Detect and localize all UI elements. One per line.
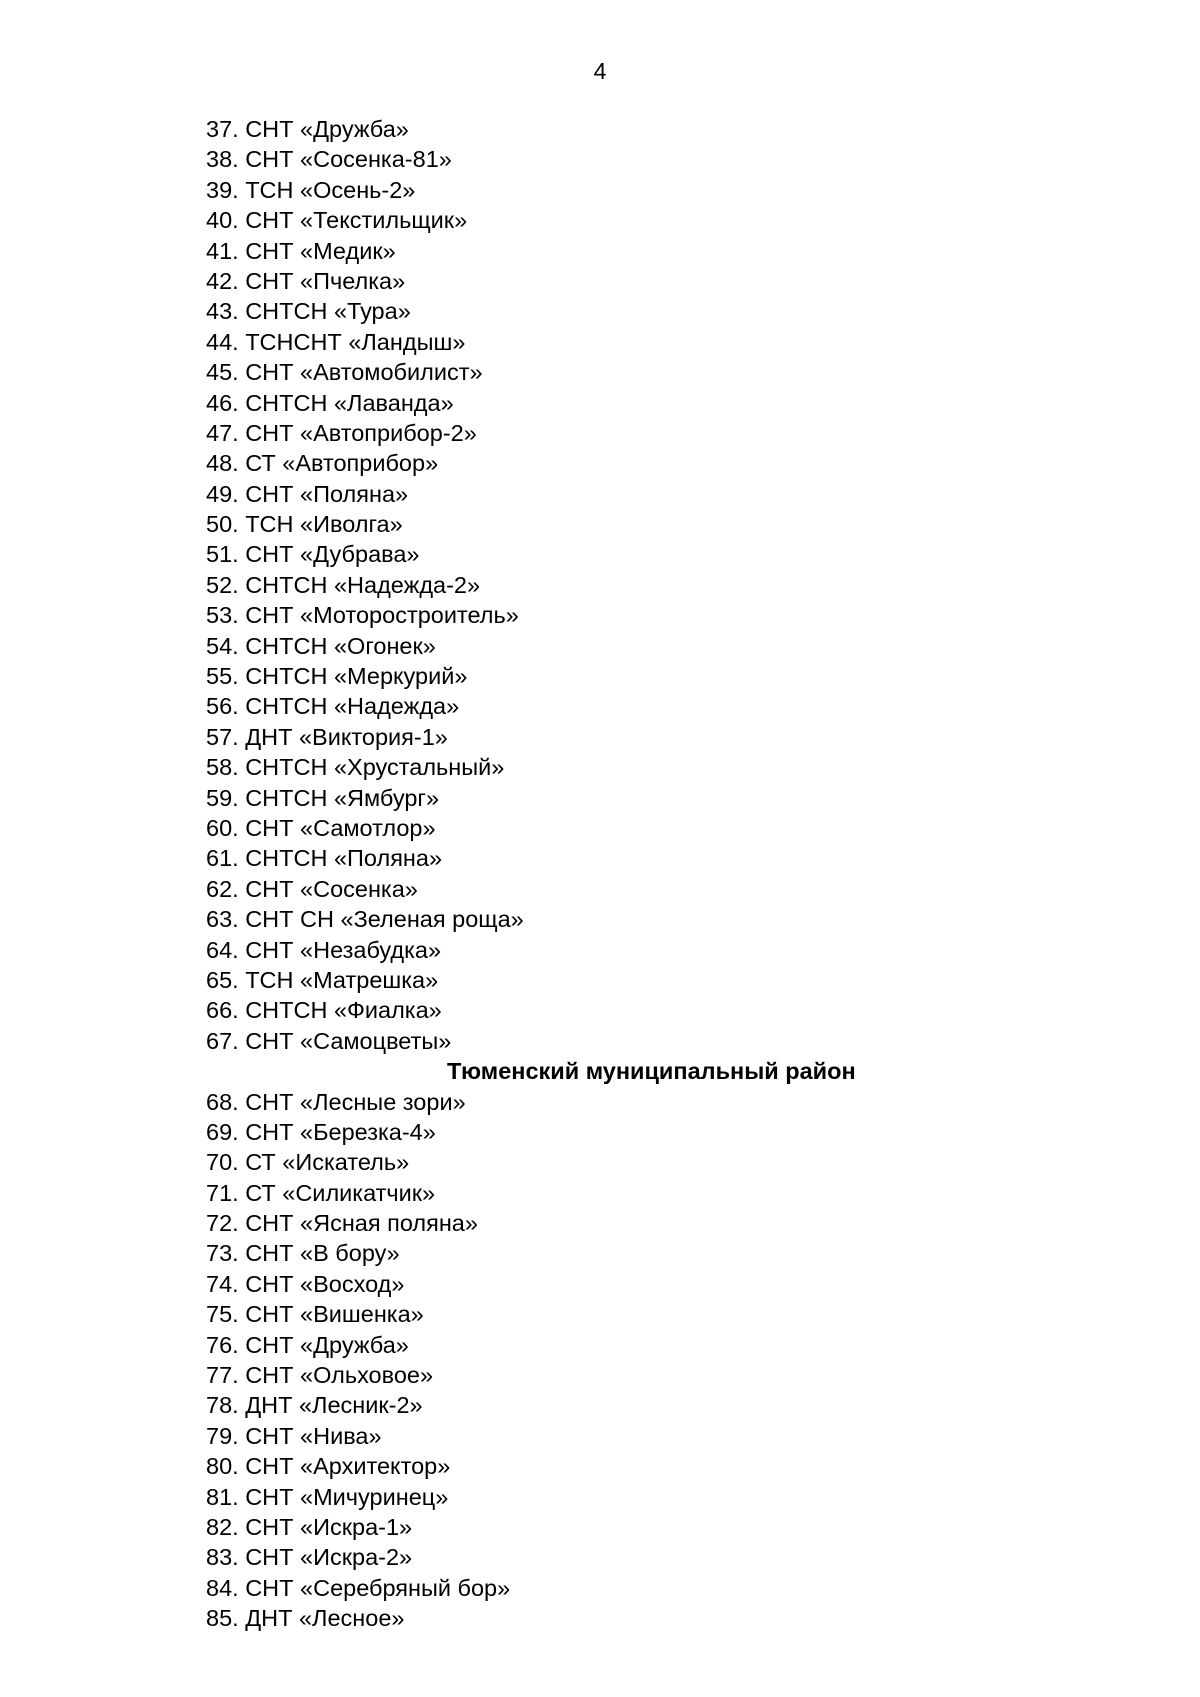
list-item: 63. СНТ СН «Зеленая роща» <box>206 906 524 933</box>
list-item: 85. ДНТ «Лесное» <box>206 1605 405 1632</box>
list-item: 72. СНТ «Ясная поляна» <box>206 1210 478 1237</box>
list-item: 79. СНТ «Нива» <box>206 1422 382 1449</box>
list-item: 69. СНТ «Березка-4» <box>206 1118 436 1145</box>
list-item: 60. СНТ «Самотлор» <box>206 814 436 841</box>
list-item: 75. СНТ «Вишенка» <box>206 1301 424 1328</box>
list-item: 84. СНТ «Серебряный бор» <box>206 1574 511 1601</box>
list-item: 50. ТСН «Иволга» <box>206 511 403 538</box>
list-item: 37. СНТ «Дружба» <box>206 116 409 142</box>
organization-list <box>206 114 1006 1634</box>
list-item: 65. ТСН «Матрешка» <box>206 966 439 993</box>
list-item: 57. ДНТ «Виктория-1» <box>206 723 448 750</box>
list-item: 64. СНТ «Незабудка» <box>206 936 442 963</box>
list-item: 38. СНТ «Сосенка-81» <box>206 146 452 173</box>
list-item: 83. СНТ «Искра-2» <box>206 1544 413 1571</box>
list-item: 39. ТСН «Осень-2» <box>206 176 416 203</box>
list-item: 44. ТСНСНТ «Ландыш» <box>206 328 466 355</box>
list-item: 68. СНТ «Лесные зори» <box>206 1088 466 1115</box>
list-item: 61. СНТСН «Поляна» <box>206 845 443 872</box>
list-item: 78. ДНТ «Лесник-2» <box>206 1392 423 1419</box>
list-item: 66. СНТСН «Фиалка» <box>206 997 442 1024</box>
list-item: 48. СТ «Автоприбор» <box>206 450 439 477</box>
list-item: 46. СНТСН «Лаванда» <box>206 389 454 416</box>
list-item: 53. СНТ «Моторостроитель» <box>206 602 519 629</box>
list-item: 45. СНТ «Автомобилист» <box>206 359 483 386</box>
list-item: 77. СНТ «Ольховое» <box>206 1362 434 1389</box>
list-item: 70. СТ «Искатель» <box>206 1149 410 1176</box>
list-item: 67. СНТ «Самоцветы» <box>206 1027 452 1054</box>
list-item: 56. СНТСН «Надежда» <box>206 693 460 720</box>
list-item: 58. СНТСН «Хрустальный» <box>206 754 505 781</box>
list-item: 40. СНТ «Текстильщик» <box>206 207 468 234</box>
list-item: 59. СНТСН «Ямбург» <box>206 784 440 811</box>
list-item: 55. СНТСН «Меркурий» <box>206 663 468 690</box>
list-item: 82. СНТ «Искра-1» <box>206 1513 413 1540</box>
list-item: 41. СНТ «Медик» <box>206 237 396 264</box>
list-item: 47. СНТ «Автоприбор-2» <box>206 419 477 446</box>
list-item: 73. СНТ «В бору» <box>206 1240 400 1267</box>
list-item: 43. СНТСН «Тура» <box>206 298 411 325</box>
list-item: 51. СНТ «Дубрава» <box>206 541 420 568</box>
section-heading: Тюменский муниципальный район <box>447 1058 856 1085</box>
list-item: 52. СНТСН «Надежда-2» <box>206 571 481 598</box>
page-number: 4 <box>593 58 607 84</box>
list-item: 42. СНТ «Пчелка» <box>206 267 406 294</box>
list-item: 80. СНТ «Архитектор» <box>206 1453 451 1480</box>
list-item: 49. СНТ «Поляна» <box>206 480 409 507</box>
list-item: 62. СНТ «Сосенка» <box>206 875 418 902</box>
list-item: 71. СТ «Силикатчик» <box>206 1179 436 1206</box>
list-item: 76. СНТ «Дружба» <box>206 1331 409 1358</box>
list-item: 81. СНТ «Мичуринец» <box>206 1483 449 1510</box>
list-item: 74. СНТ «Восход» <box>206 1270 405 1297</box>
list-item: 54. СНТСН «Огонек» <box>206 632 436 659</box>
